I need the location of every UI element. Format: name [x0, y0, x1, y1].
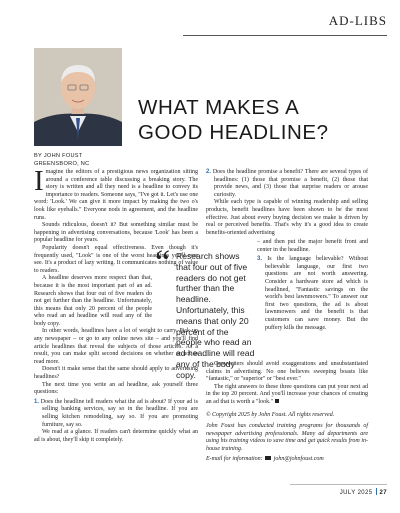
question-3-text: Is the language believable? Without believable language, our first two questions are not worth answering. Consider a hardware store ad which is headlined, "Fantastic savings on the world's best lawnmowers." To answer our first two questions, the ad is about lawnmowers and the benefit is that customers can save money. But the puffery kills the message.	[265, 256, 369, 331]
paragraph: Copywriters should avoid exaggerations and unsubstantiated claims in advertising. No one believes sweeping boasts like "fantastic," or "superior" or "best ever."	[206, 361, 368, 383]
paragraph: In other words, headlines have a lot of weight to carry. Pick up any newspaper – or go to any online news site – and you'll find article headlines that reveal the subjects of those articles. As a result, you can make split second decisions on whether or not to read more.	[34, 328, 198, 365]
paragraph: – and then put the major benefit front and center in the headline.	[257, 239, 368, 253]
issue-date: JULY 2025	[339, 490, 373, 496]
column-1	[34, 165, 198, 444]
contact-line	[206, 456, 368, 464]
question-3	[257, 256, 368, 332]
question-number: 2.	[206, 169, 212, 175]
paragraph	[206, 384, 368, 407]
page-footer	[340, 488, 387, 496]
byline-location: GREENSBORO, NC	[34, 161, 90, 167]
author-bio: John Foust has conducted training programs for thousands of newspaper advertising professionals. Many ad departments are using his training videos to save time and get quick results from in-house training.	[206, 423, 368, 452]
paragraph-intro	[34, 165, 198, 222]
pull-quote: Research shows that four out of five readers do not get further than the headline. Unfortunately, this means that only 20 percent of the people who read an ad headline will read any of the body copy.	[176, 251, 255, 380]
question-2-text: Does the headline promise a benefit? There are several types of headlines: (1) those that promise a benefit, (2) those that provide news, and (3) those that surprise readers or arouse curiosity.	[212, 169, 369, 198]
column-2-bottom	[206, 361, 368, 463]
paragraph: Doesn't it make sense that the same should apply to advertising headlines?	[34, 366, 198, 381]
paragraph: Sounds ridiculous, doesn't it? But something similar must be happening in advertising conversations, because 'Look' has been a popular headline for years.	[34, 222, 198, 244]
paragraph: Popularity doesn't equal effectiveness. Even though it's frequently used, "Look" is one of the worst headlines you'll ever see. It's a product of lazy writing. It communicates nothing of value to readers.	[34, 244, 198, 274]
paragraph: We read at a glance. If readers can't determine quickly what an ad is about, they'll skip it completely.	[34, 429, 198, 443]
section-divider	[183, 35, 387, 36]
page-number: 27	[379, 490, 387, 496]
paragraph: While each type is capable of winning readership and selling products, benefit headlines have been shown to be the most effective. Just about every buying decision we make is driven by real or perceived benefits. That's why it's a good idea to create benefits-oriented advertising	[206, 199, 368, 236]
footer-divider	[290, 484, 387, 485]
email-label: E-mail for information:	[206, 455, 263, 462]
column-2-top	[206, 169, 368, 237]
headline-line-2: GOOD HEADLINE?	[138, 121, 329, 144]
headline-line-1: WHAT MAKES A	[138, 96, 300, 119]
paragraph-intro-text: magine the editors of a prestigious news organization sitting around a conference table discussing a breaking story. The story is written and all they need is a headline to convey its importance to readers. Someone says, "I've got it. Let's use one word: 'Look.' We can give it more impact by making the two o's look like eyeballs." Everyone nods in agreement, and the headline runs.	[34, 169, 198, 221]
byline-author: BY JOHN FOUST	[34, 153, 83, 159]
paragraph: A headline deserves more respect than that, because it is the most important part of an ad. Research shows that four out of five readers do not get further than the headline. Unfortunately, this means that only 20 percent of the people who read an ad headline will read any of the body copy.	[34, 275, 152, 327]
paragraph: The next time you write an ad headline, ask yourself three questions:	[34, 381, 198, 396]
closing-text: The right answers to these three questions can put your next ad in the top 20 percent. And you'll increase your chances of creating an ad that is worth a "look."	[206, 383, 368, 405]
headline	[138, 95, 378, 145]
column-2-wrap	[257, 239, 368, 332]
question-1	[34, 399, 198, 429]
envelope-icon	[265, 456, 271, 460]
question-number: 3.	[257, 256, 263, 263]
question-1-text: Does the headline tell readers what the ad is about? If your ad is selling banking services, say so in the headline. If you are selling kitchen remodeling, say so. If you are promoting furniture, say so.	[40, 398, 198, 428]
question-number: 1.	[34, 398, 40, 405]
copyright: © Copyright 2025 by John Foust. All rights reserved.	[206, 411, 335, 418]
drop-cap: I	[34, 165, 44, 197]
end-mark	[275, 399, 279, 403]
section-title: AD-LIBS	[328, 13, 387, 28]
email-link[interactable]: john@johnfoust.com	[273, 455, 324, 462]
footer-separator	[376, 488, 377, 495]
question-2	[206, 169, 368, 199]
quote-mark: “	[155, 244, 171, 281]
author-photo	[34, 48, 122, 146]
